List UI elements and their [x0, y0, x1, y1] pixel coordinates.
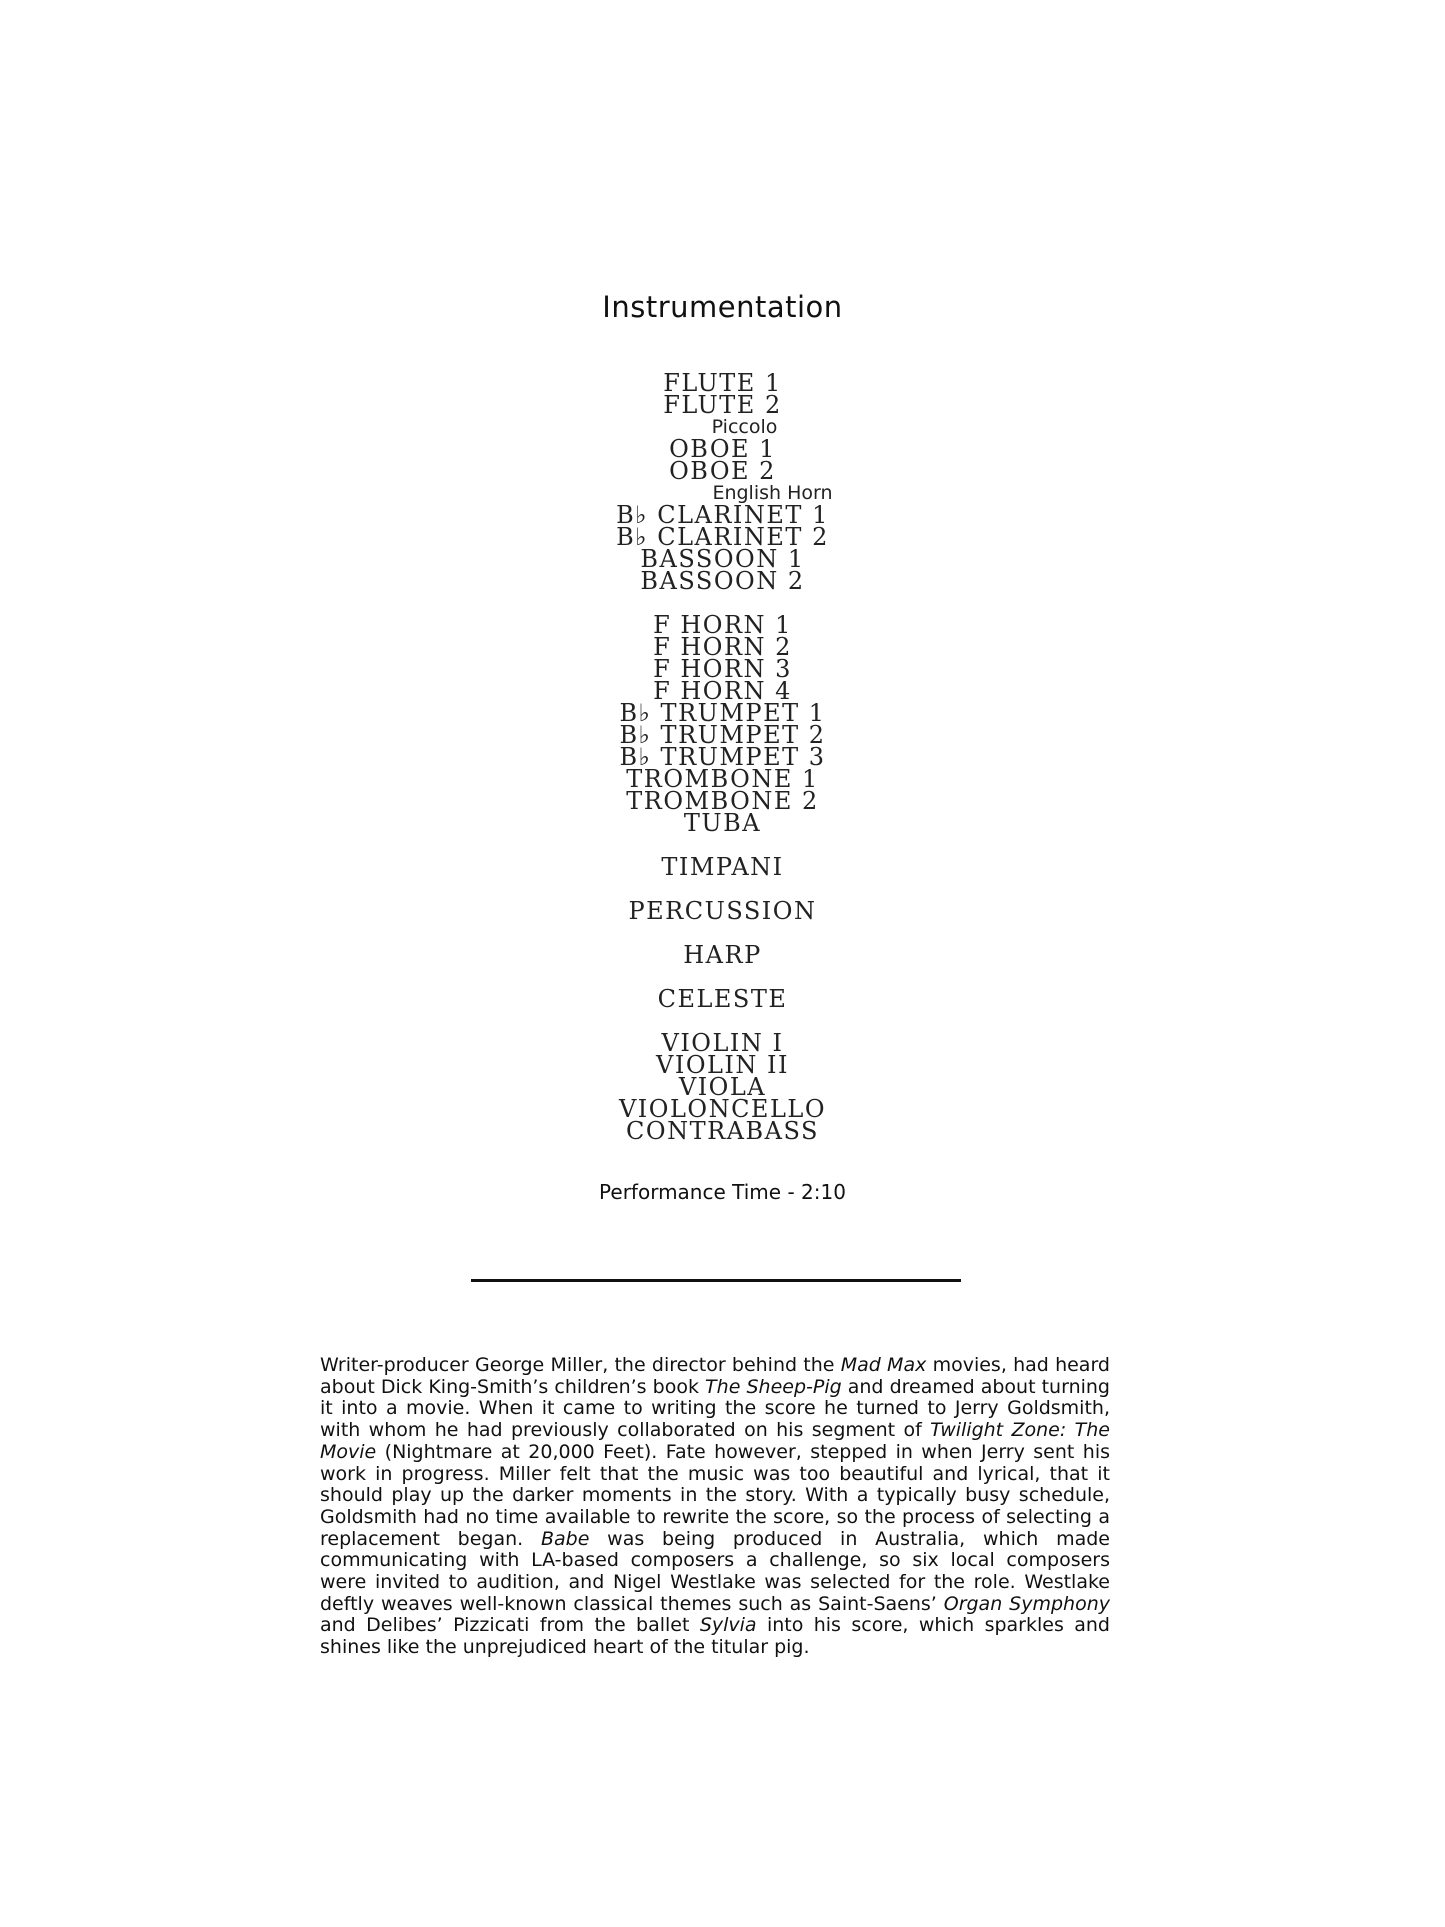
instrument-name: BASSOON 2 [640, 567, 805, 595]
page-title: Instrumentation [602, 290, 843, 324]
doubling-instrument: English Horn [712, 482, 833, 504]
title-reference: Sylvia [699, 1614, 757, 1637]
instrument-name: OBOE 2 [669, 457, 776, 485]
instrument-name: B♭ CLARINET 2 [616, 523, 829, 551]
instrument-name: F HORN 2 [653, 633, 792, 661]
note-text: (Nightmare at 20,000 Feet). Fate however, stepped in when Jerry sent his work in progress. Miller felt that the music was too beautiful and lyrical, that it should play up the darker moments in the story. With a typically busy schedule, Goldsmith had no time available to rewrite the score, so the process of selecting a replacement began. [320, 1440, 1110, 1550]
title-reference: Babe [540, 1527, 590, 1550]
instrument-group [0, 611, 1445, 837]
title-reference: The Sheep-Pig [705, 1375, 842, 1398]
instrument-name: B♭ TRUMPET 3 [619, 743, 826, 771]
instrument-name: B♭ CLARINET 1 [616, 501, 829, 529]
instrument-group [0, 897, 1445, 925]
title-reference: Organ Symphony [943, 1592, 1110, 1615]
instrument-name: BASSOON 1 [640, 545, 805, 573]
instrument-name: CONTRABASS [626, 1117, 819, 1145]
instrument-group [0, 853, 1445, 881]
instrument-name: FLUTE 2 [663, 391, 782, 419]
instrument-name: TIMPANI [661, 853, 784, 881]
instrument-name: F HORN 4 [653, 677, 792, 705]
instrument-name: F HORN 3 [653, 655, 792, 683]
note-text: was being produced in Australia, which made communicating with LA-based composers a challenge, so six local composers were invited to audition, and Nigel Westlake was selected for the role. Westlake deftly weaves well-known classical themes such as Saint-Saens’ [320, 1527, 1110, 1615]
note-text: Writer-producer George Miller, the director behind the [320, 1354, 841, 1376]
instrument-name: VIOLIN II [656, 1051, 789, 1079]
title-reference: Mad Max [840, 1354, 927, 1376]
note-text: into his score, which sparkles and shines like the unprejudiced heart of the titular pig. [320, 1614, 1110, 1659]
doubling-instrument: Piccolo [711, 416, 778, 438]
instrument-name: FLUTE 1 [663, 369, 782, 397]
instrument-name: PERCUSSION [628, 897, 817, 925]
performance-time: Performance Time - 2:10 [599, 1180, 846, 1204]
instrument-group [0, 941, 1445, 969]
instrument-name: B♭ TRUMPET 2 [619, 721, 826, 749]
instrument-name: TUBA [683, 809, 762, 837]
instrument-name: VIOLONCELLO [618, 1095, 827, 1123]
instrument-name: B♭ TRUMPET 1 [619, 699, 826, 727]
instrument-name: OBOE 1 [669, 435, 776, 463]
note-text: movies, had heard about Dick King-Smith’s children’s book [320, 1354, 1110, 1398]
note-text: and dreamed about turning it into a movie. When it came to writing the score he turned to Jerry Goldsmith, with whom he had previously collaborated on his segment of [320, 1375, 1110, 1442]
instrument-group [0, 985, 1445, 1013]
instrument-list [0, 369, 1445, 1164]
instrument-name: HARP [683, 941, 762, 969]
instrument-name: F HORN 1 [653, 611, 792, 639]
instrument-group [0, 1029, 1445, 1145]
instrument-group [0, 369, 1445, 595]
instrument-name: TROMBONE 2 [626, 787, 819, 815]
instrument-name: VIOLIN I [661, 1029, 784, 1057]
note-text: and Delibes’ Pizzicati from the ballet [320, 1614, 700, 1637]
title-reference: Twilight Zone: The Movie [320, 1419, 1110, 1463]
instrument-name: CELESTE [657, 985, 788, 1013]
program-note [320, 1355, 1110, 1659]
divider-rule [471, 1279, 961, 1282]
instrument-name: VIOLA [678, 1073, 767, 1101]
instrument-name: TROMBONE 1 [626, 765, 819, 793]
